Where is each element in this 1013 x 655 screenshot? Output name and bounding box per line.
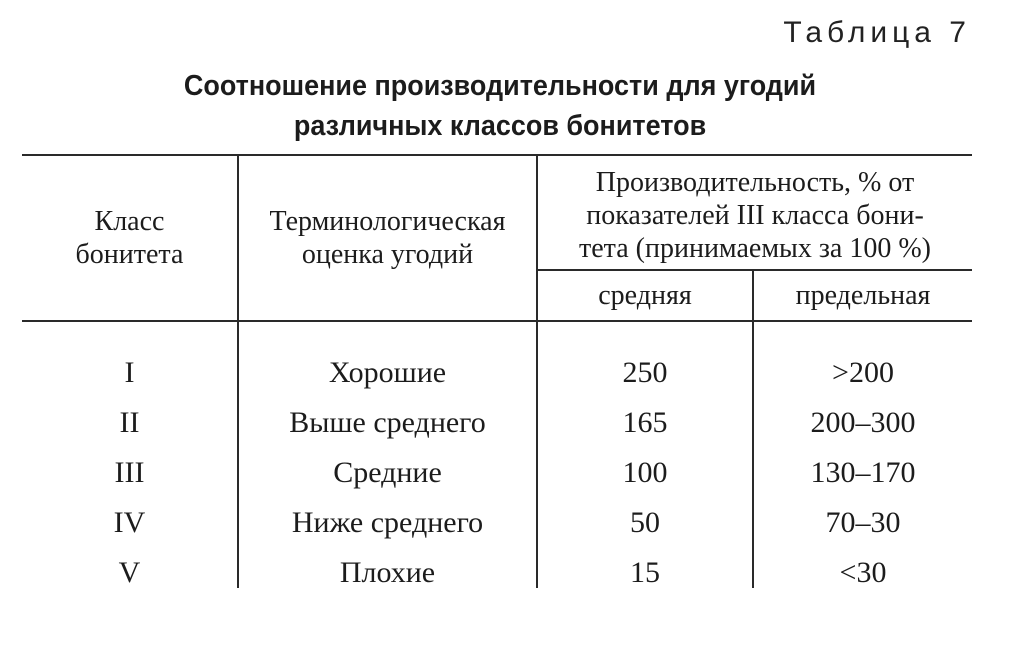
- caption-line-1: Соотношение производительности для угодий: [183, 70, 817, 102]
- table-number: Таблица 7: [783, 16, 971, 49]
- cell-limit: >200: [832, 356, 894, 389]
- header-productivity: [538, 160, 972, 270]
- table-row: [22, 498, 972, 548]
- cell-class: I: [124, 356, 135, 389]
- header-assessment-line-1: Терминологическая: [269, 206, 506, 237]
- cell-average: 50: [630, 506, 660, 539]
- cell-average: 15: [630, 556, 660, 589]
- cell-limit: 130–170: [810, 456, 916, 489]
- header-bottom-rule: [22, 320, 972, 322]
- table-row: [22, 548, 972, 598]
- table-row: [22, 348, 972, 398]
- cell-assessment: Хорошие: [328, 356, 447, 389]
- cell-assessment: Плохие: [339, 556, 436, 589]
- cell-limit: 200–300: [810, 406, 916, 439]
- header-class-line-1: Класс: [94, 206, 165, 237]
- header-productivity-line-2: показателей III класса бони-: [586, 199, 924, 231]
- cell-class: III: [114, 456, 145, 489]
- cell-class: IV: [113, 506, 146, 539]
- cell-average: 250: [622, 356, 668, 389]
- table-row: [22, 448, 972, 498]
- header-class: [22, 156, 237, 320]
- cell-assessment: Ниже среднего: [291, 506, 484, 539]
- caption-line-2: различных классов бонитетов: [293, 110, 707, 142]
- table-row: [22, 398, 972, 448]
- header-productivity-line-3: тета (принимаемых за 100 %): [579, 232, 931, 264]
- header-assessment: [239, 156, 536, 320]
- cell-assessment: Выше среднего: [289, 406, 486, 439]
- cell-assessment: Средние: [333, 456, 442, 489]
- cell-class: V: [118, 556, 141, 589]
- header-limit: предельная: [795, 280, 931, 311]
- cell-average: 100: [622, 456, 668, 489]
- header-productivity-line-1: Производительность, % от: [595, 166, 915, 198]
- header-average: средняя: [598, 280, 692, 311]
- cell-class: II: [119, 406, 140, 439]
- cell-limit: 70–30: [825, 506, 901, 539]
- table-caption: [35, 66, 965, 146]
- header-class-line-2: бонитета: [75, 239, 184, 270]
- cell-limit: <30: [839, 556, 887, 589]
- cell-average: 165: [622, 406, 668, 439]
- header-assessment-line-2: оценка угодий: [301, 239, 474, 270]
